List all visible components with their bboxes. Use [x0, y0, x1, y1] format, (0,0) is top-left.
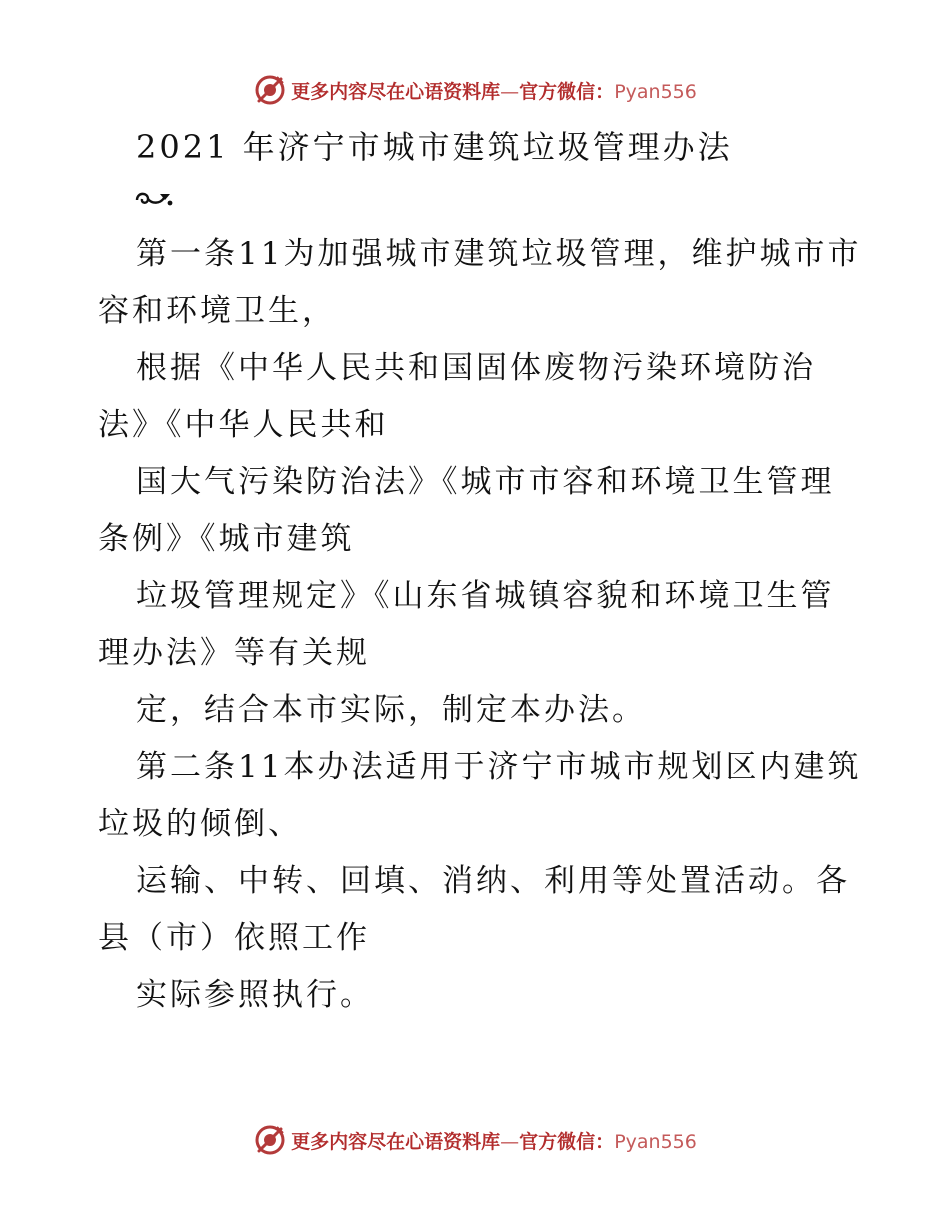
paragraph-line: 根据《中华人民共和国固体废物污染环境防治 — [136, 350, 816, 386]
paragraph-line: 垃圾的倾倒、 — [98, 806, 302, 842]
document-title: 2021 年济宁市城市建筑垃圾管理办法 — [136, 128, 733, 166]
paragraph-line: 国大气污染防治法》《城市市容和环境卫生管理 — [136, 464, 835, 500]
paragraph-line: 实际参照执行。 — [136, 977, 374, 1013]
paragraph-line: 县（市）依照工作 — [98, 920, 370, 956]
paragraph-line: 条例》《城市建筑 — [98, 521, 355, 557]
paragraph-line: 第二条11本办法适用于济宁市城市规划区内建筑 — [136, 749, 862, 785]
header-banner-text: 更多内容尽在心语资料库—官方微信：Pyan556 — [291, 80, 697, 103]
ornament-row — [98, 172, 858, 226]
paragraph-line: 容和环境卫生， — [98, 293, 336, 329]
paragraph-line: 理办法》等有关规 — [98, 635, 370, 671]
brand-logo-icon — [253, 73, 287, 107]
paragraph-line: 定，结合本市实际，制定本办法。 — [136, 692, 646, 728]
document-body — [98, 122, 862, 1024]
footer-banner — [0, 1120, 950, 1160]
footer-banner-text: 更多内容尽在心语资料库—官方微信：Pyan556 — [291, 1130, 697, 1153]
paragraph-line: 运输、中转、回填、消纳、利用等处置活动。各 — [136, 863, 850, 899]
paragraph-line: 法》《中华人民共和 — [98, 407, 389, 443]
document-paragraphs — [98, 226, 862, 1024]
paragraph-line: 第一条11为加强城市建筑垃圾管理，维护城市市 — [136, 236, 862, 272]
brand-logo-icon — [253, 1123, 287, 1157]
paragraph-line: 垃圾管理规定》《山东省城镇容貌和环境卫生管 — [136, 578, 835, 614]
header-banner — [0, 70, 950, 110]
scroll-ornament-icon — [134, 188, 174, 210]
